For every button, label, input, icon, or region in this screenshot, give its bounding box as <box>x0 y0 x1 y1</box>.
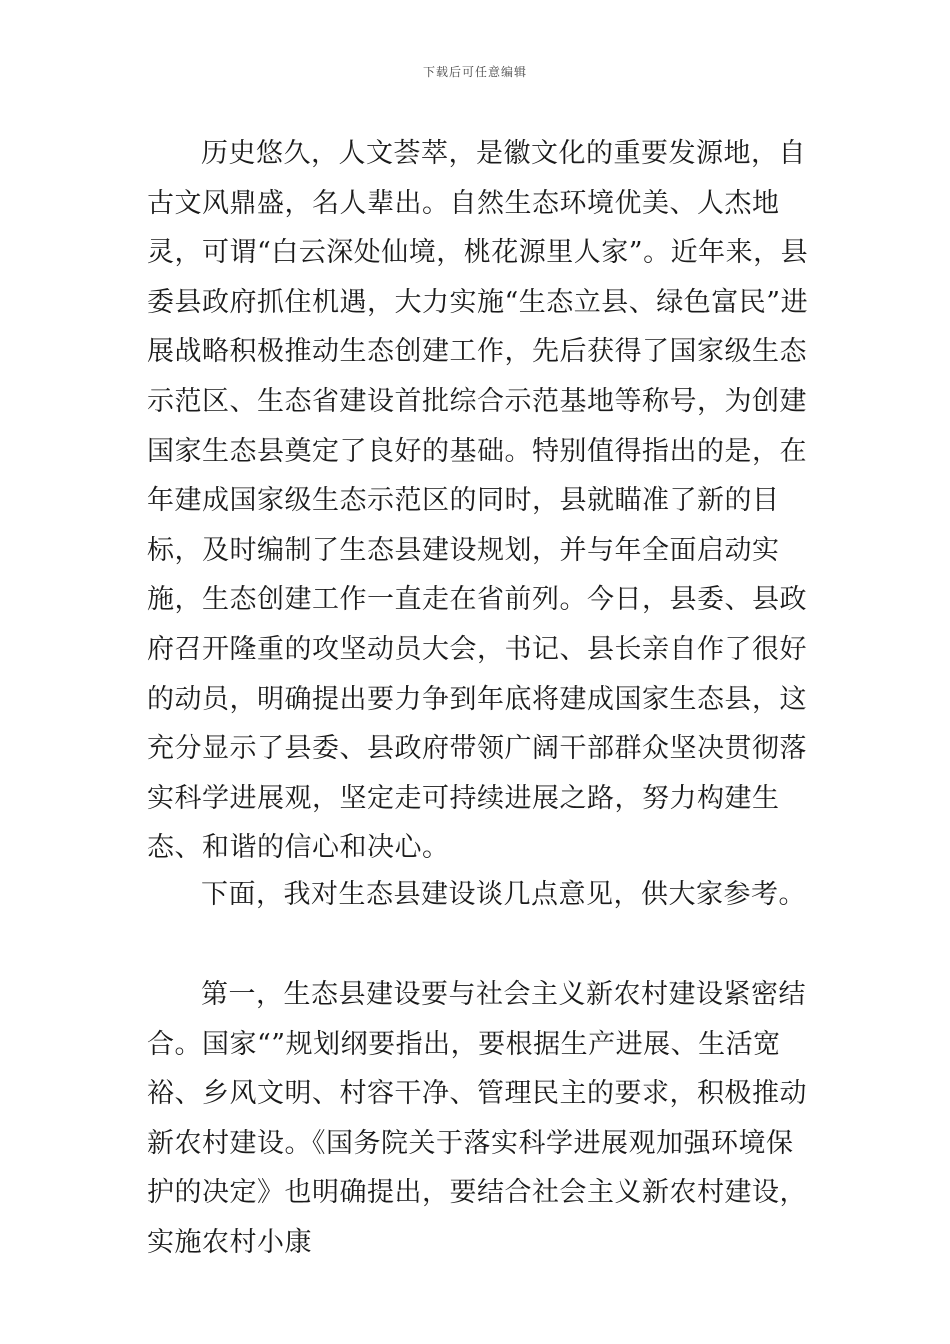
header-note: 下载后可任意编辑 <box>422 65 527 79</box>
paragraph-transition: 下面，我对生态县建设谈几点意见，供大家参考。 <box>201 879 806 910</box>
paragraph-intro: 历史悠久，人文荟萃，是徽文化的重要发源地，自古文风鼎盛，名人辈出。自然生态环境优美、人杰地灵，可谓“白云深处仙境，桃花源里人家”。近年来，县委县政府抓住机遇，大力实施“生态立县、绿色富民”进展战略积极推动生态创建工作，先后获得了国家级生态示范区、生态省建设首批综合示范基地等称号，为创建国家生态县奠定了良好的基础。特别值得指出的是，在年建成国家级生态示范区的同时，县就瞄准了新的目标，及时编制了生态县建设规划，并与年全面启动实施，生态创建工作一直走在省前列。今日，县委、县政府召开隆重的攻坚动员大会，书记、县长亲自作了很好的动员，明确提出要力争到年底将建成国家生态县，这充分显示了县委、县政府带领广阔干部群众坚决贯彻落实科学进展观，坚定走可持续进展之路，努力构建生态、和谐的信心和决心。 <box>147 138 809 864</box>
paragraph-first-point: 第一，生态县建设要与社会主义新农村建设紧密结合。国家“”规划纲要指出，要根据生产进展、生活宽裕、乡风文明、村容干净、管理民主的要求，积极推动新农村建设。《国务院关于落实科学进展观加强环境保护的决定》也明确提出，要结合社会主义新农村建设，实施农村小康 <box>147 979 807 1258</box>
